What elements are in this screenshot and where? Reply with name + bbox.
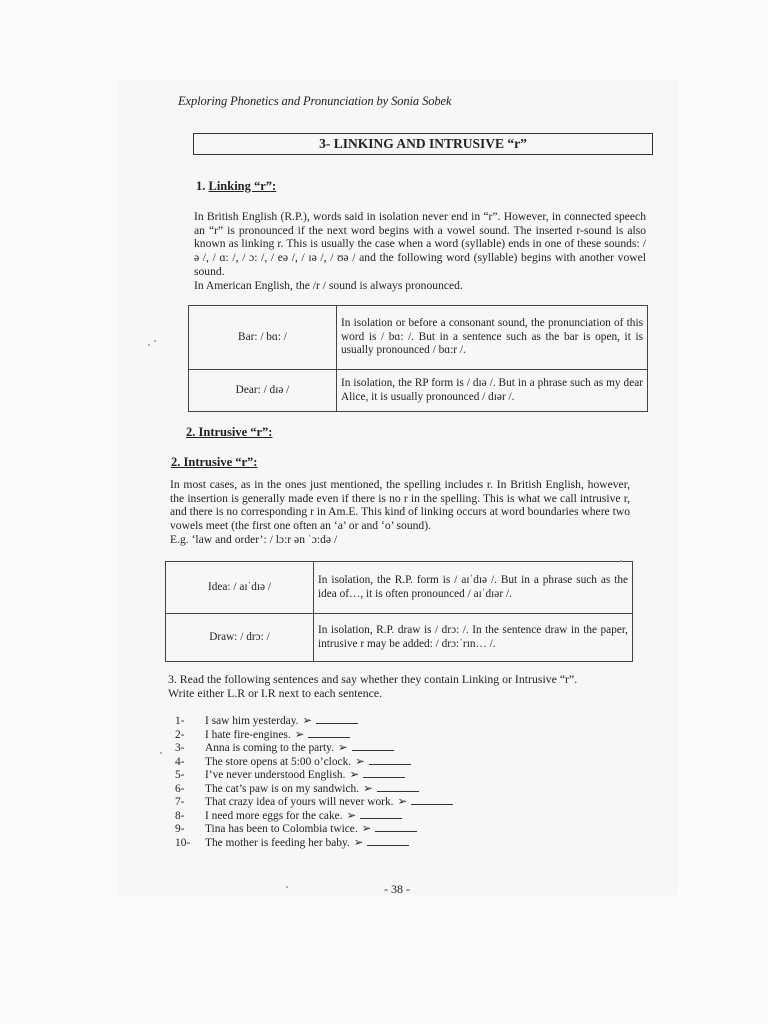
section1-text	[194, 210, 646, 292]
list-item	[175, 809, 575, 823]
arrow-icon: ➢	[346, 809, 357, 822]
item-text: Anna is coming to the party.	[205, 742, 334, 754]
item-number: 2-	[175, 728, 185, 741]
list-item	[175, 836, 575, 850]
list-item	[175, 728, 575, 742]
section2-heading-a: 2. Intrusive “r”:	[186, 425, 273, 439]
section1-paragraph1: In British English (R.P.), words said in isolation never end in “r”. However, in connected speech an “r” is pronounced if the next word begins with a vowel sound. The inserted r-sound is also known as linking r. This is usually the case when a word (syllable) ends in one of these sounds: / ə /, / ɑ: /, / ɔ: /, / eə /, / ɪə /, / ʊə / and the following word (syllable) begins with another vowel sound.	[194, 210, 646, 278]
item-number: 9-	[175, 823, 185, 835]
table-row	[166, 562, 633, 614]
table-row	[189, 370, 648, 412]
item-text: I saw him yesterday.	[205, 715, 299, 727]
exercise-instructions	[168, 672, 638, 700]
arrow-icon: ➢	[337, 742, 348, 754]
item-number: 4-	[175, 755, 185, 768]
arrow-icon: ➢	[397, 796, 408, 808]
item-text: I’ve never understood English.	[205, 769, 346, 781]
item-number: 3-	[175, 742, 185, 754]
page-header: Exploring Phonetics and Pronunciation by Sonia Sobek	[178, 94, 452, 108]
item-text: The cat’s paw is on my sandwich.	[205, 782, 360, 795]
exercise-list	[175, 714, 575, 849]
item-number: 10-	[175, 836, 191, 849]
list-item	[175, 822, 575, 836]
section2-heading-b: 2. Intrusive “r”:	[171, 455, 258, 469]
answer-blank[interactable]	[367, 836, 409, 846]
table-desc-cell: In isolation, the R.P. form is / aɪˈdɪə /. But in a phrase such as the idea of…, it is often pronounced / aɪˈdɪər /.	[314, 562, 633, 614]
scan-speck	[286, 886, 288, 888]
answer-blank[interactable]	[352, 741, 394, 751]
list-item	[175, 714, 575, 728]
section2-text	[170, 478, 630, 547]
item-text: Tina has been to Colombia twice.	[205, 823, 358, 835]
answer-blank[interactable]	[363, 768, 405, 778]
scan-speck	[620, 560, 622, 562]
answer-blank[interactable]	[375, 822, 417, 832]
linking-r-table	[188, 305, 648, 412]
section2-example: E.g. ‘law and order’: / lɔ:r ən ˈɔ:də /	[170, 532, 338, 546]
list-item	[175, 782, 575, 796]
section1-heading	[196, 179, 276, 194]
item-text: I hate fire-engines.	[205, 728, 291, 741]
instruction-line-1: 3. Read the following sentences and say whether they contain Linking or Intrusive “r”.	[168, 672, 578, 686]
item-number: 7-	[175, 796, 185, 808]
section2-paragraph: In most cases, as in the ones just mentioned, the spelling includes r. In British English, however, the insertion is generally made even if there is no r in the spelling. This is what we call intrusive r, and there is no corresponding r in Am.E. This kind of linking occurs at word boundaries where two vowels meet (the first one often an ‘a’ or and ‘o’ sound).	[170, 478, 630, 533]
answer-blank[interactable]	[360, 809, 402, 819]
section1-title: Linking “r”:	[208, 179, 277, 193]
item-text: That crazy idea of yours will never work.	[205, 796, 394, 808]
table-desc-cell: In isolation, R.P. draw is / drɔ: /. In the sentence draw in the paper, intrusive r may be added: / drɔ:ˈrɪn… /.	[314, 614, 633, 662]
scan-speck	[148, 344, 150, 346]
page-title: 3- LINKING AND INTRUSIVE “r”	[193, 133, 653, 155]
table-desc-cell: In isolation, the RP form is / dɪə /. But in a phrase such as my dear Alice, it is usually pronounced / dɪər /.	[337, 370, 648, 412]
intrusive-r-table	[165, 561, 633, 662]
answer-blank[interactable]	[377, 782, 419, 792]
section1-paragraph2: In American English, the /r / sound is always pronounced.	[194, 278, 463, 292]
table-row	[189, 306, 648, 370]
arrow-icon: ➢	[294, 728, 305, 741]
list-item	[175, 795, 575, 809]
list-item	[175, 741, 575, 755]
table-word-cell: Idea: / aɪˈdɪə /	[166, 562, 314, 614]
arrow-icon: ➢	[302, 715, 313, 727]
answer-blank[interactable]	[316, 714, 358, 724]
item-text: The store opens at 5:00 o’clock.	[205, 755, 352, 768]
item-number: 1-	[175, 715, 185, 727]
arrow-icon: ➢	[349, 769, 359, 781]
table-row	[166, 614, 633, 662]
table-word-cell: Bar: / bɑ: /	[189, 306, 337, 370]
item-number: 5-	[175, 769, 185, 781]
list-item	[175, 768, 575, 782]
answer-blank[interactable]	[411, 795, 453, 805]
arrow-icon: ➢	[361, 823, 372, 835]
item-text: I need more eggs for the cake.	[205, 809, 343, 822]
instruction-line-2: Write either L.R or I.R next to each sentence.	[168, 686, 383, 700]
scan-speck	[154, 340, 156, 342]
item-number: 6-	[175, 782, 185, 795]
arrow-icon: ➢	[353, 836, 364, 849]
arrow-icon: ➢	[355, 755, 365, 768]
table-desc-cell: In isolation or before a consonant sound, the pronunciation of this word is / bɑ: /. But in a sentence such as the bar is open, it is usually pronounced / bɑ:r /.	[337, 306, 648, 370]
item-number: 8-	[175, 809, 185, 822]
scan-speck	[160, 752, 162, 754]
page-number: - 38 -	[384, 882, 410, 896]
section1-number: 1.	[196, 179, 206, 193]
table-word-cell: Dear: / dɪə /	[189, 370, 337, 412]
arrow-icon: ➢	[363, 782, 373, 795]
list-item	[175, 755, 575, 769]
answer-blank[interactable]	[369, 755, 411, 765]
answer-blank[interactable]	[308, 728, 350, 738]
item-text: The mother is feeding her baby.	[205, 836, 350, 849]
table-word-cell: Draw: / drɔ: /	[166, 614, 314, 662]
